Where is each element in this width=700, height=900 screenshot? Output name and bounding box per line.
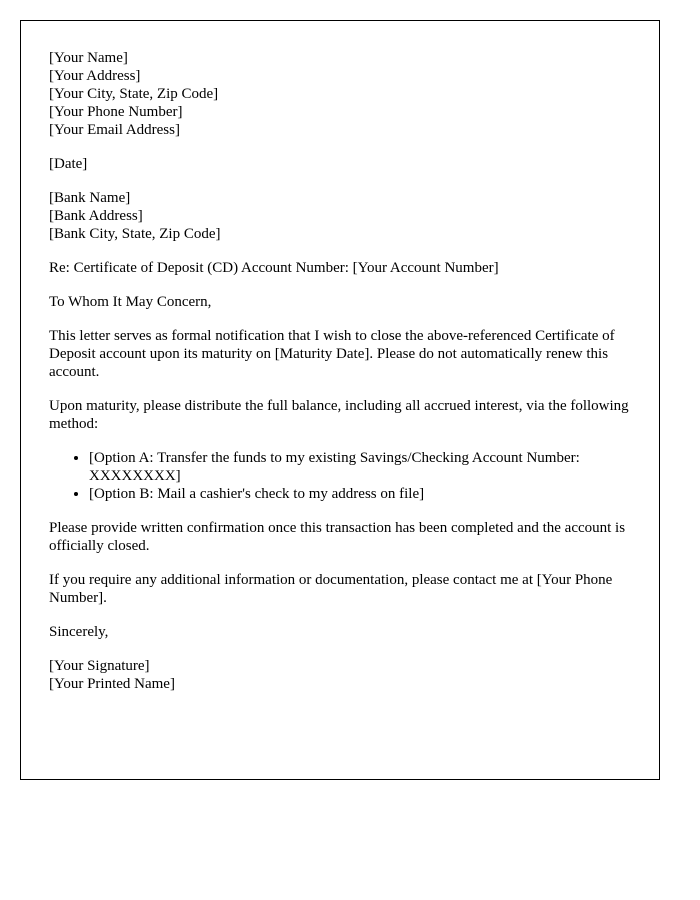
sender-name: [Your Name] (49, 50, 128, 66)
distribution-options-list (49, 449, 631, 503)
sender-phone: [Your Phone Number] (49, 104, 183, 120)
letter-date: [Date] (49, 156, 88, 172)
printed-name: [Your Printed Name] (49, 676, 175, 692)
sender-address: [Your Address] (49, 68, 141, 84)
letter-page (20, 20, 660, 780)
subject-line: Re: Certificate of Deposit (CD) Account Number: [Your Account Number] (49, 260, 499, 276)
body-paragraph-3: Please provide written confirmation once this transaction has been completed and the account is officially closed. (49, 520, 626, 554)
body-paragraph-2: Upon maturity, please distribute the full balance, including all accrued interest, via the following method: (49, 398, 629, 432)
sender-address-block (49, 49, 631, 139)
sender-city-state-zip: [Your City, State, Zip Code] (49, 86, 219, 102)
recipient-address-block (49, 189, 631, 243)
sender-email: [Your Email Address] (49, 122, 180, 138)
date-line (49, 155, 631, 173)
option-b-item: • [Option B: Mail a cashier's check to my address on file] (89, 485, 631, 503)
option-a-item: • [Option A: Transfer the funds to my existing Savings/Checking Account Number: XXXXXXXX] (89, 449, 631, 485)
closing: Sincerely, (49, 624, 109, 640)
body-paragraph-4: If you require any additional information or documentation, please contact me at [Your Phone Number]. (49, 572, 613, 606)
bank-city-state-zip: [Bank City, State, Zip Code] (49, 226, 221, 242)
signature-placeholder: [Your Signature] (49, 658, 150, 674)
salutation: To Whom It May Concern, (49, 294, 212, 310)
bank-address: [Bank Address] (49, 208, 143, 224)
bank-name: [Bank Name] (49, 190, 131, 206)
signature-block (49, 657, 631, 693)
body-paragraph-1: This letter serves as formal notification that I wish to close the above-referenced Certificate of Deposit account upon its maturity on [Maturity Date]. Please do not automatically renew this account. (49, 328, 615, 380)
